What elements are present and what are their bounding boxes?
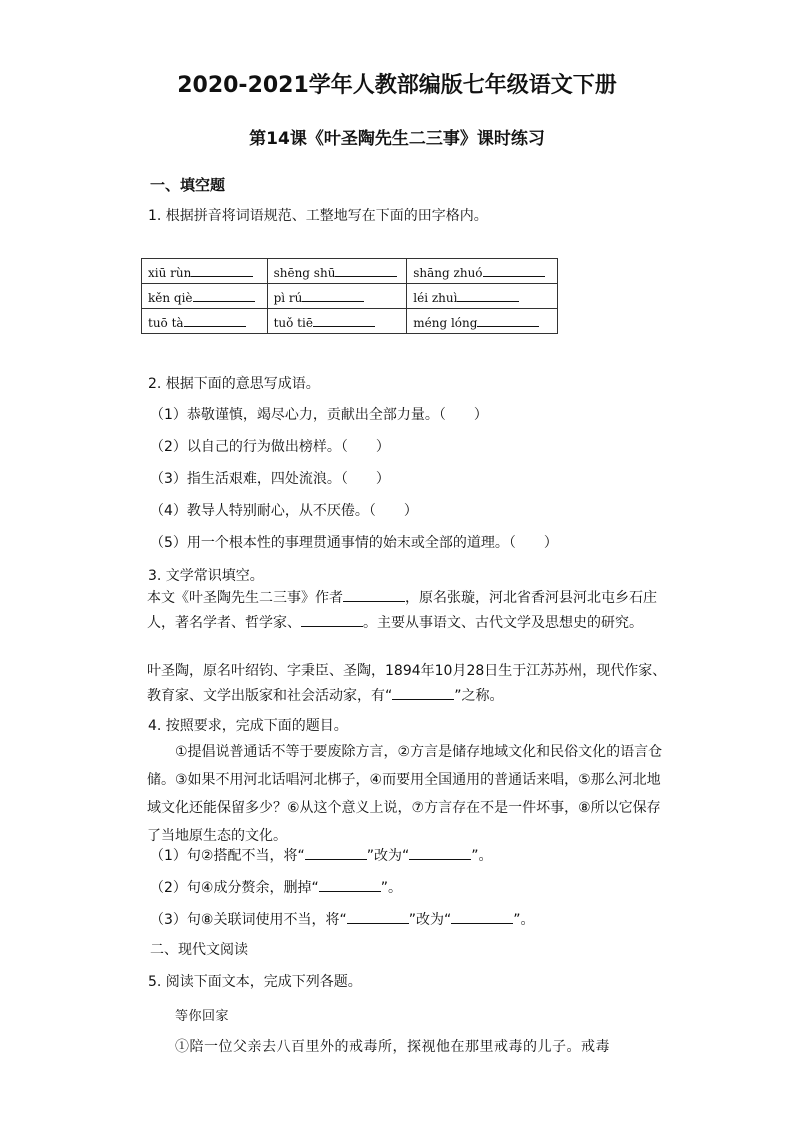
answer-blank[interactable] <box>301 612 363 627</box>
question-2-item: （4）教导人特别耐心，从不厌倦。（ ） <box>150 503 418 519</box>
answer-blank[interactable] <box>409 845 471 860</box>
section-heading-fill-blank: 一、填空题 <box>150 176 226 194</box>
question-3-prompt: 3. 文学常识填空。 <box>148 568 264 584</box>
article-title: 等你回家 <box>175 1009 230 1024</box>
answer-blank[interactable] <box>392 685 454 700</box>
question-4-subitem-1: （1）句②搭配不当，将“ ”改为“ ”。 <box>150 845 493 866</box>
answer-blank[interactable] <box>305 845 367 860</box>
page-title: 2020-2021学年人教部编版七年级语文下册 <box>177 73 617 98</box>
answer-blank[interactable] <box>451 909 513 924</box>
pinyin-cell[interactable]: tuō tà <box>142 309 268 334</box>
question-4-subitem-3: （3）句⑧关联词使用不当，将“ ”改为“ ”。 <box>150 909 535 930</box>
question-2-item: （1）恭敬谨慎，竭尽心力，贡献出全部力量。（ ） <box>150 407 488 423</box>
answer-blank[interactable] <box>343 587 405 602</box>
pinyin-table <box>141 258 558 334</box>
answer-blank[interactable] <box>319 877 381 892</box>
pinyin-cell[interactable]: léi zhuì <box>407 284 558 309</box>
question-2-prompt: 2. 根据下面的意思写成语。 <box>148 376 320 392</box>
question-4-passage: ①提倡说普通话不等于要废除方言，②方言是储存地域文化和民俗文化的语言仓储。③如果不用河北话唱河北梆子，④而要用全国通用的普通话来唱，⑤那么河北地域文化还能保留多少？⑥从这个意义上说，⑦方言存在不是一件坏事，⑧所以它保存了当地原生态的文化。 <box>147 744 663 844</box>
question-4-prompt: 4. 按照要求，完成下面的题目。 <box>148 718 348 734</box>
pinyin-cell[interactable]: shāng zhuó <box>407 259 558 284</box>
table-row <box>142 284 558 309</box>
table-row <box>142 309 558 334</box>
pinyin-cell[interactable]: xiū rùn <box>142 259 268 284</box>
question-2-item: （3）指生活艰难，四处流浪。（ ） <box>150 471 390 487</box>
question-3-paragraph-2: 叶圣陶，原名叶绍钧、字秉臣、圣陶，1894年10月28日生于江苏苏州，现代作家、教育家、文学出版家和社会活动家，有“ ”之称。 <box>147 663 667 704</box>
question-4-subitem-2: （2）句④成分赘余，删掉“ ”。 <box>150 877 402 898</box>
pinyin-cell[interactable]: pì rú <box>267 284 407 309</box>
section-heading-reading: 二、现代文阅读 <box>150 942 248 958</box>
pinyin-cell[interactable]: tuǒ tiē <box>267 309 407 334</box>
table-row <box>142 259 558 284</box>
question-2-item: （2）以自己的行为做出榜样。（ ） <box>150 439 390 455</box>
pinyin-cell[interactable]: shēng shū <box>267 259 407 284</box>
article-paragraph-1: ①陪一位父亲去八百里外的戒毒所，探视他在那里戒毒的儿子。戒毒 <box>175 1039 610 1055</box>
question-3-paragraph-1: 本文《叶圣陶先生二三事》作者 ，原名张璇，河北省香河县河北屯乡石庄人，著名学者、哲学家、 。主要从事语文、古代文学及思想史的研究。 <box>147 586 667 636</box>
question-5-prompt: 5. 阅读下面文本，完成下列各题。 <box>148 974 362 990</box>
question-2-item: （5）用一个根本性的事理贯通事情的始末或全部的道理。（ ） <box>150 535 558 551</box>
lesson-subtitle: 第14课《叶圣陶先生二三事》课时练习 <box>249 129 545 149</box>
question-1-prompt: 1. 根据拼音将词语规范、工整地写在下面的田字格内。 <box>148 208 488 224</box>
answer-blank[interactable] <box>347 909 409 924</box>
pinyin-cell[interactable]: kěn qiè <box>142 284 268 309</box>
pinyin-cell[interactable]: méng lóng <box>407 309 558 334</box>
